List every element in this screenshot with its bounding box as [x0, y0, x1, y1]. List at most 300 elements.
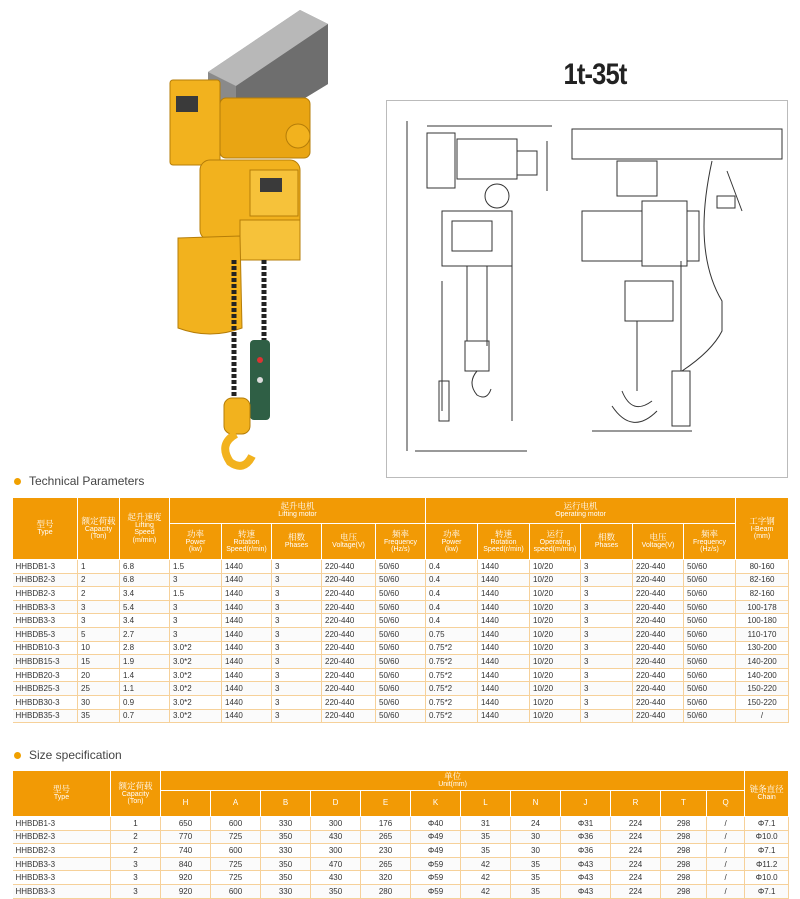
table-cell: 10/20 — [530, 627, 581, 641]
table-cell: HHBDB3-3 — [13, 884, 111, 898]
table-row — [13, 817, 789, 831]
table-cell: 220-440 — [322, 600, 376, 614]
table-cell: 50/60 — [684, 573, 736, 587]
dot-icon — [14, 752, 21, 759]
table-cell: 10/20 — [530, 641, 581, 655]
table-row — [13, 884, 789, 898]
table-cell: 3.0*2 — [170, 655, 222, 669]
table-cell: 50/60 — [684, 668, 736, 682]
table-cell: 220-440 — [322, 668, 376, 682]
table-cell: 100-178 — [736, 600, 789, 614]
subheader-lift-sub-1: 转速 Rotation Speed(r/min) — [222, 524, 272, 560]
table-cell: 1440 — [478, 709, 530, 723]
table-cell: 10/20 — [530, 614, 581, 628]
group-operating-motor: 运行电机 Operating motor — [426, 498, 736, 524]
table-cell: 3 — [581, 709, 633, 723]
subheader-dim-d: D — [311, 791, 361, 817]
table-row — [13, 857, 789, 871]
subheader-op-sub-5: 频率 Frequency (Hz/s) — [684, 524, 736, 560]
table-cell: 80-160 — [736, 560, 789, 574]
table-row — [13, 587, 789, 601]
table-cell: 3 — [272, 573, 322, 587]
table-cell: 220-440 — [633, 709, 684, 723]
table-cell: 350 — [261, 857, 311, 871]
table-cell: 50/60 — [376, 695, 426, 709]
table-cell: 50/60 — [376, 668, 426, 682]
table-cell: 298 — [661, 884, 707, 898]
table-cell: 1.5 — [170, 560, 222, 574]
table-cell: 300 — [311, 844, 361, 858]
table-cell: 220-440 — [633, 655, 684, 669]
table-row — [13, 668, 789, 682]
table-cell: 220-440 — [322, 655, 376, 669]
table-cell: 3 — [111, 884, 161, 898]
table-cell: 50/60 — [684, 587, 736, 601]
subheader-dim-k: K — [411, 791, 461, 817]
table-cell: 220-440 — [322, 560, 376, 574]
table-cell: 24 — [511, 817, 561, 831]
subheader-dim-b: B — [261, 791, 311, 817]
table-cell: 1440 — [222, 587, 272, 601]
table-cell: 220-440 — [322, 641, 376, 655]
subheader-dim-e: E — [361, 791, 411, 817]
table-cell: 3 — [170, 573, 222, 587]
table-cell: 840 — [161, 857, 211, 871]
table-cell: 3 — [581, 668, 633, 682]
table-cell: 3 — [581, 600, 633, 614]
table-cell: 35 — [461, 844, 511, 858]
subheader-dim-h: H — [161, 791, 211, 817]
table-cell: 3 — [170, 600, 222, 614]
table-cell: 224 — [611, 844, 661, 858]
table-cell: 265 — [361, 857, 411, 871]
table-cell: 920 — [161, 884, 211, 898]
table-cell: 50/60 — [684, 709, 736, 723]
subheader-op-sub-2: 运行 Operating speed(m/min) — [530, 524, 581, 560]
technical-parameters-table — [12, 497, 789, 723]
table-cell: 35 — [511, 857, 561, 871]
table-cell: HHBDB3-3 — [13, 857, 111, 871]
table-cell: 3.0*2 — [170, 682, 222, 696]
col-capacity: 额定荷载 Capacity (Ton) — [78, 498, 120, 560]
table-cell: 330 — [261, 844, 311, 858]
table-cell: Φ49 — [411, 830, 461, 844]
table-cell: 20 — [78, 668, 120, 682]
table-cell: 3 — [581, 614, 633, 628]
subheader-dim-a: A — [211, 791, 261, 817]
table-cell: 50/60 — [684, 560, 736, 574]
table-cell: 50/60 — [376, 614, 426, 628]
col-i-beam: 工字钢 I-Beam (mm) — [736, 498, 789, 560]
table-cell: 50/60 — [684, 641, 736, 655]
table-cell: 30 — [511, 844, 561, 858]
subheader-op-sub-0: 功率 Power (kw) — [426, 524, 478, 560]
table-cell: 1440 — [222, 655, 272, 669]
table-cell: Φ10.0 — [745, 830, 789, 844]
table-cell: 1440 — [222, 668, 272, 682]
section-title: Technical Parameters — [29, 474, 145, 488]
subheader-lift-sub-4: 频率 Frequency (Hz/s) — [376, 524, 426, 560]
table-cell: 0.75*2 — [426, 695, 478, 709]
table-cell: 1440 — [478, 560, 530, 574]
table-cell: 0.4 — [426, 614, 478, 628]
table-cell: 3 — [272, 587, 322, 601]
subheader-dim-j: J — [561, 791, 611, 817]
table-cell: 1 — [111, 817, 161, 831]
table-cell: 3 — [581, 641, 633, 655]
table-cell: Φ40 — [411, 817, 461, 831]
table-cell: 50/60 — [684, 695, 736, 709]
table-cell: 320 — [361, 871, 411, 885]
table-cell: / — [707, 871, 745, 885]
table-cell: 3 — [78, 600, 120, 614]
table-cell: 740 — [161, 844, 211, 858]
table-cell: 1 — [78, 560, 120, 574]
table-cell: 220-440 — [633, 560, 684, 574]
table-cell: HHBDB2-3 — [13, 587, 78, 601]
table-cell: 230 — [361, 844, 411, 858]
table-cell: Φ36 — [561, 844, 611, 858]
table-cell: 725 — [211, 871, 261, 885]
table-cell: 3 — [272, 695, 322, 709]
table-cell: 3 — [111, 857, 161, 871]
table-cell: HHBDB35-3 — [13, 709, 78, 723]
table-cell: 3 — [581, 587, 633, 601]
col-model: 型号 Type — [13, 498, 78, 560]
table-cell: 224 — [611, 857, 661, 871]
col-model: 型号 Type — [13, 771, 111, 817]
table-cell: HHBDB10-3 — [13, 641, 78, 655]
table-cell: 0.4 — [426, 600, 478, 614]
table-cell: 42 — [461, 884, 511, 898]
table-cell: 220-440 — [322, 695, 376, 709]
table-cell: 82-160 — [736, 573, 789, 587]
table-cell: 50/60 — [376, 573, 426, 587]
table-cell: 3 — [272, 627, 322, 641]
subheader-dim-t: T — [661, 791, 707, 817]
table-cell: 42 — [461, 871, 511, 885]
table-cell: / — [736, 709, 789, 723]
table-cell: 3 — [581, 573, 633, 587]
table-cell: 298 — [661, 830, 707, 844]
subheader-dim-l: L — [461, 791, 511, 817]
table-cell: 600 — [211, 884, 261, 898]
group-unit: 单位 Unit(mm) — [161, 771, 745, 791]
table-cell: 10/20 — [530, 695, 581, 709]
table-cell: 30 — [511, 830, 561, 844]
table-cell: 220-440 — [633, 682, 684, 696]
table-cell: 3 — [170, 614, 222, 628]
table-cell: Φ43 — [561, 857, 611, 871]
subheader-op-sub-4: 电压 Voltage(V) — [633, 524, 684, 560]
subheader-dim-n: N — [511, 791, 561, 817]
table-cell: 224 — [611, 817, 661, 831]
table-cell: HHBDB30-3 — [13, 695, 78, 709]
table-cell: 50/60 — [376, 587, 426, 601]
table-cell: 50/60 — [684, 682, 736, 696]
table-cell: 50/60 — [684, 600, 736, 614]
table-cell: 3.4 — [120, 587, 170, 601]
table-cell: 3 — [581, 560, 633, 574]
table-cell: HHBDB3-3 — [13, 600, 78, 614]
table-cell: 1440 — [478, 655, 530, 669]
technical-parameters-heading — [14, 474, 144, 488]
table-row — [13, 641, 789, 655]
table-cell: 265 — [361, 830, 411, 844]
table-cell: 1440 — [222, 614, 272, 628]
table-cell: 0.75*2 — [426, 655, 478, 669]
size-specification-heading — [14, 748, 122, 762]
table-cell: 50/60 — [376, 560, 426, 574]
subheader-op-sub-1: 转速 Rotation Speed(r/min) — [478, 524, 530, 560]
table-cell: 10 — [78, 641, 120, 655]
section-title: Size specification — [29, 748, 122, 762]
table-cell: 220-440 — [322, 709, 376, 723]
table-cell: 1440 — [478, 614, 530, 628]
col-lifting-speed: 起升速度 Lifting Speed (m/min) — [120, 498, 170, 560]
table-cell: 2 — [111, 844, 161, 858]
table-cell: 220-440 — [322, 614, 376, 628]
table-cell: 35 — [511, 871, 561, 885]
table-cell: 3 — [581, 627, 633, 641]
table-cell: 350 — [311, 884, 361, 898]
subheader-lift-sub-0: 功率 Power (kw) — [170, 524, 222, 560]
table-cell: 1440 — [478, 627, 530, 641]
table-cell: 650 — [161, 817, 211, 831]
table-cell: 330 — [261, 817, 311, 831]
table-cell: 3 — [272, 560, 322, 574]
table-cell: HHBDB20-3 — [13, 668, 78, 682]
table-cell: Φ36 — [561, 830, 611, 844]
table-cell: 35 — [78, 709, 120, 723]
table-cell: Φ11.2 — [745, 857, 789, 871]
table-cell: 176 — [361, 817, 411, 831]
table-cell: HHBDB1-3 — [13, 560, 78, 574]
product-photo — [150, 10, 380, 470]
table-cell: 3 — [272, 655, 322, 669]
table-cell: 1440 — [222, 600, 272, 614]
table-cell: 0.4 — [426, 560, 478, 574]
table-cell: 5 — [78, 627, 120, 641]
table-cell: Φ59 — [411, 884, 461, 898]
table-cell: 10/20 — [530, 668, 581, 682]
table-cell: 10/20 — [530, 655, 581, 669]
table-cell: 0.7 — [120, 709, 170, 723]
technical-drawing — [386, 100, 788, 478]
table-cell: HHBDB2-3 — [13, 844, 111, 858]
table-cell: 30 — [78, 695, 120, 709]
table-cell: 0.4 — [426, 587, 478, 601]
table-cell: 10/20 — [530, 709, 581, 723]
table-cell: 3.0*2 — [170, 709, 222, 723]
table-cell: 3 — [581, 695, 633, 709]
table-cell: 3.0*2 — [170, 668, 222, 682]
table-cell: 350 — [261, 871, 311, 885]
table-cell: 50/60 — [376, 709, 426, 723]
table-cell: 725 — [211, 830, 261, 844]
table-cell: HHBDB15-3 — [13, 655, 78, 669]
table-cell: 220-440 — [322, 627, 376, 641]
subheader-lift-sub-2: 相数 Phases — [272, 524, 322, 560]
table-cell: 330 — [261, 884, 311, 898]
table-cell: 224 — [611, 884, 661, 898]
table-cell: 50/60 — [376, 682, 426, 696]
table-cell: 3 — [170, 627, 222, 641]
table-cell: Φ59 — [411, 871, 461, 885]
subheader-lift-sub-3: 电压 Voltage(V) — [322, 524, 376, 560]
table-row — [13, 682, 789, 696]
table-cell: HHBDB25-3 — [13, 682, 78, 696]
subheader-dim-r: R — [611, 791, 661, 817]
table-cell: / — [707, 857, 745, 871]
table-row — [13, 614, 789, 628]
table-cell: / — [707, 844, 745, 858]
col-capacity: 额定荷载 Capacity (Ton) — [111, 771, 161, 817]
table-cell: 2 — [78, 573, 120, 587]
table-cell: 1.9 — [120, 655, 170, 669]
table-cell: 50/60 — [376, 627, 426, 641]
table-cell: 1440 — [222, 627, 272, 641]
table-cell: HHBDB2-3 — [13, 830, 111, 844]
table-cell: 220-440 — [322, 573, 376, 587]
table-cell: 0.9 — [120, 695, 170, 709]
table-cell: 35 — [511, 884, 561, 898]
table-cell: 220-440 — [633, 641, 684, 655]
table-cell: 15 — [78, 655, 120, 669]
table-cell: 1.1 — [120, 682, 170, 696]
table-cell: 10/20 — [530, 587, 581, 601]
table-cell: 3.4 — [120, 614, 170, 628]
table-cell: 0.4 — [426, 573, 478, 587]
table-cell: 50/60 — [684, 627, 736, 641]
table-cell: Φ7.1 — [745, 844, 789, 858]
table-cell: 1440 — [478, 600, 530, 614]
table-cell: 1.5 — [170, 587, 222, 601]
table-row — [13, 695, 789, 709]
table-cell: 224 — [611, 830, 661, 844]
table-row — [13, 560, 789, 574]
subheader-dim-q: Q — [707, 791, 745, 817]
table-cell: 1440 — [478, 573, 530, 587]
table-row — [13, 573, 789, 587]
table-cell: 1440 — [222, 695, 272, 709]
table-cell: 42 — [461, 857, 511, 871]
table-cell: HHBDB1-3 — [13, 817, 111, 831]
table-cell: 1.4 — [120, 668, 170, 682]
table-cell: 50/60 — [376, 655, 426, 669]
table-cell: 82-160 — [736, 587, 789, 601]
table-cell: 2 — [78, 587, 120, 601]
table-cell: HHBDB2-3 — [13, 573, 78, 587]
subheader-op-sub-3: 相数 Phases — [581, 524, 633, 560]
table-cell: 1440 — [478, 587, 530, 601]
table-cell: 35 — [461, 830, 511, 844]
table-cell: 3 — [272, 614, 322, 628]
table-cell: 300 — [311, 817, 361, 831]
table-cell: 298 — [661, 857, 707, 871]
table-cell: 350 — [261, 830, 311, 844]
table-cell: 50/60 — [376, 600, 426, 614]
table-cell: 5.4 — [120, 600, 170, 614]
table-cell: 220-440 — [633, 600, 684, 614]
table-cell: 600 — [211, 844, 261, 858]
table-cell: 1440 — [478, 682, 530, 696]
table-cell: 725 — [211, 857, 261, 871]
table-cell: 3 — [272, 668, 322, 682]
table-row — [13, 844, 789, 858]
table-cell: 140-200 — [736, 655, 789, 669]
table-cell: 1440 — [222, 560, 272, 574]
table-cell: 298 — [661, 817, 707, 831]
table-cell: 3 — [272, 709, 322, 723]
table-cell: 220-440 — [633, 627, 684, 641]
table-cell: 31 — [461, 817, 511, 831]
table-cell: / — [707, 830, 745, 844]
table-cell: 10/20 — [530, 573, 581, 587]
table-cell: 50/60 — [376, 641, 426, 655]
table-cell: HHBDB3-3 — [13, 871, 111, 885]
table-row — [13, 655, 789, 669]
table-cell: 0.75*2 — [426, 709, 478, 723]
table-cell: 25 — [78, 682, 120, 696]
table-row — [13, 627, 789, 641]
table-cell: 220-440 — [633, 587, 684, 601]
table-row — [13, 709, 789, 723]
table-cell: 10/20 — [530, 560, 581, 574]
table-cell: 0.75*2 — [426, 641, 478, 655]
col-chain: 链条直径 Chain — [745, 771, 789, 817]
table-cell: 3 — [272, 600, 322, 614]
table-cell: 150-220 — [736, 695, 789, 709]
table-cell: 280 — [361, 884, 411, 898]
table-cell: 2.7 — [120, 627, 170, 641]
table-cell: HHBDB5-3 — [13, 627, 78, 641]
table-row — [13, 871, 789, 885]
table-cell: 430 — [311, 871, 361, 885]
table-cell: 920 — [161, 871, 211, 885]
table-cell: 140-200 — [736, 668, 789, 682]
table-cell: HHBDB3-3 — [13, 614, 78, 628]
table-cell: 0.75 — [426, 627, 478, 641]
table-cell: 220-440 — [633, 668, 684, 682]
table-row — [13, 830, 789, 844]
table-cell: Φ7.1 — [745, 817, 789, 831]
table-cell: 1440 — [478, 668, 530, 682]
table-cell: 3 — [78, 614, 120, 628]
table-cell: Φ43 — [561, 884, 611, 898]
table-cell: 1440 — [478, 641, 530, 655]
table-cell: 3 — [581, 682, 633, 696]
table-cell: 3 — [272, 682, 322, 696]
table-cell: 150-220 — [736, 682, 789, 696]
table-row — [13, 600, 789, 614]
table-cell: 1440 — [222, 682, 272, 696]
table-cell: 430 — [311, 830, 361, 844]
table-cell: 220-440 — [633, 614, 684, 628]
table-cell: Φ49 — [411, 844, 461, 858]
table-cell: 110-170 — [736, 627, 789, 641]
table-cell: 130-200 — [736, 641, 789, 655]
table-cell: Φ59 — [411, 857, 461, 871]
table-cell: Φ10.0 — [745, 871, 789, 885]
table-cell: 3.0*2 — [170, 641, 222, 655]
table-cell: 3 — [111, 871, 161, 885]
table-cell: 3.0*2 — [170, 695, 222, 709]
table-cell: 6.8 — [120, 573, 170, 587]
table-cell: 10/20 — [530, 682, 581, 696]
table-cell: 298 — [661, 844, 707, 858]
table-cell: 100-180 — [736, 614, 789, 628]
